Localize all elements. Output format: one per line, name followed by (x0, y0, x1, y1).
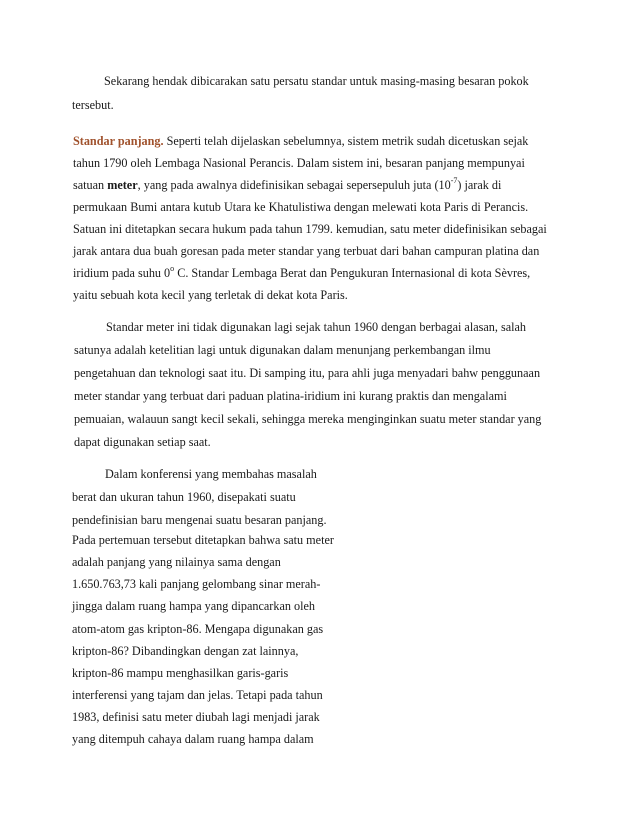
paragraph-2-line-8: yaitu sebuah kota kecil yang terletak di dekat kota Paris. (73, 288, 348, 302)
paragraph-1-line-1: Sekarang hendak dibicarakan satu persatu standar untuk masing-masing besaran pokok (104, 74, 529, 88)
paragraph-4-line-9: kripton-86? Dibandingkan dengan zat lainnya, (72, 644, 299, 658)
paragraph-4-line-12: 1983, definisi satu meter diubah lagi menjadi jarak (72, 710, 320, 724)
paragraph-2-line-3-a: satuan (73, 178, 108, 192)
paragraph-3-line-4: meter standar yang terbuat dari paduan platina-iridium ini kurang praktis dan mengalami (74, 389, 507, 403)
standar-panjang-heading: Standar panjang. (73, 134, 164, 148)
paragraph-3-line-6: dapat digunakan setiap saat. (74, 435, 211, 449)
paragraph-4-line-5: adalah panjang yang nilainya sama dengan (72, 555, 281, 569)
paragraph-2-line-4: permukaan Bumi antara kutub Utara ke Khatulistiwa dengan melewati kota Paris di Perancis. (73, 200, 529, 214)
paragraph-2-line-7-a: iridium pada suhu 0 (73, 266, 171, 280)
paragraph-2-line-5: Satuan ini ditetapkan secara hukum pada tahun 1799. kemudian, satu meter didefinisikan sebagai (73, 222, 547, 236)
paragraph-4-line-11: interferensi yang tajam dan jelas. Tetapi pada tahun (72, 688, 323, 702)
paragraph-4-line-3: pendefinisian baru mengenai suatu besaran panjang. (72, 513, 327, 527)
paragraph-3-line-3: pengetahuan dan teknologi saat itu. Di samping itu, para ahli juga menyadari bahw penggunaan (74, 366, 541, 380)
paragraph-3-line-1: Standar meter ini tidak digunakan lagi sejak tahun 1960 dengan berbagai alasan, salah (106, 320, 526, 334)
paragraph-2-line-6: jarak antara dua buah goresan pada meter standar yang terbuat dari bahan campuran platina dan (73, 244, 540, 258)
degree-superscript: o (170, 263, 175, 273)
paragraph-4-line-10: kripton-86 mampu menghasilkan garis-garis (72, 666, 289, 680)
paragraph-3-line-5: pemuaian, walauun sangt kecil sekali, sehingga mereka menginginkan suatu meter standar yang (74, 412, 542, 426)
paragraph-2-line-3-c: ) jarak di (457, 178, 502, 192)
exponent-superscript: -7 (450, 175, 458, 185)
paragraph-1-line-2: tersebut. (72, 98, 114, 112)
paragraph-2-line-1-text: Seperti telah dijelaskan sebelumnya, sistem metrik sudah dicetuskan sejak (163, 134, 529, 148)
paragraph-4-line-13: yang ditempuh cahaya dalam ruang hampa dalam (72, 732, 314, 746)
paragraph-2-line-3-b: , yang pada awalnya didefinisikan sebagai sepersepuluh juta (10 (137, 178, 451, 192)
paragraph-4-line-2: berat dan ukuran tahun 1960, disepakati suatu (72, 490, 296, 504)
paragraph-4-line-6: 1.650.763,73 kali panjang gelombang sinar merah- (72, 577, 321, 591)
paragraph-4-line-8: atom-atom gas kripton-86. Mengapa digunakan gas (72, 622, 324, 636)
paragraph-4-line-1: Dalam konferensi yang membahas masalah (105, 467, 317, 481)
paragraph-2-line-3 (73, 175, 502, 192)
paragraph-4-line-4: Pada pertemuan tersebut ditetapkan bahwa satu meter (72, 533, 334, 547)
paragraph-2-line-2: tahun 1790 oleh Lembaga Nasional Perancis. Dalam sistem ini, besaran panjang mempunyai (73, 156, 525, 170)
paragraph-4-line-7: jingga dalam ruang hampa yang dipancarkan oleh (72, 599, 315, 613)
paragraph-3-line-2: satunya adalah ketelitian lagi untuk digunakan dalam menunjang perkembangan ilmu (74, 343, 491, 357)
paragraph-2-line-7 (73, 263, 531, 280)
meter-term: meter (107, 178, 138, 192)
paragraph-2-line-1 (73, 134, 528, 148)
paragraph-2-line-7-b: C. Standar Lembaga Berat dan Pengukuran Internasional di kota Sèvres, (174, 266, 531, 280)
